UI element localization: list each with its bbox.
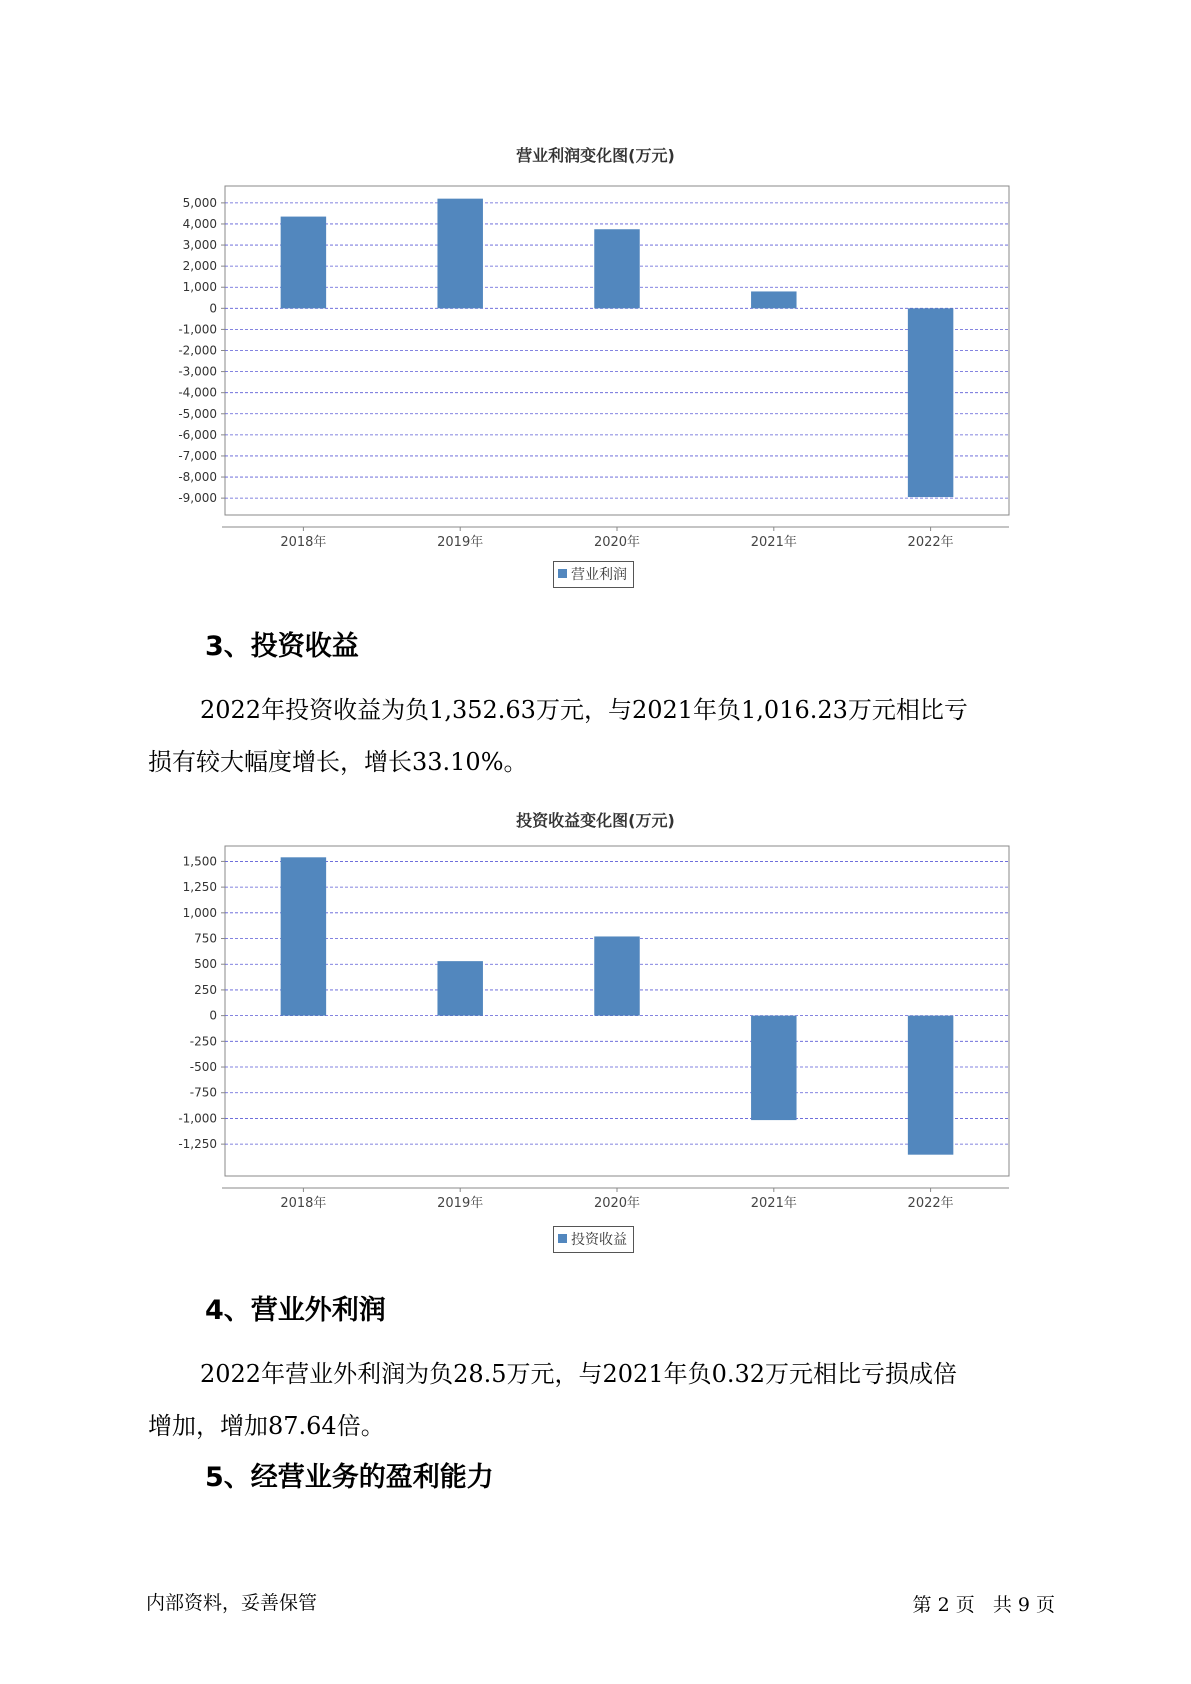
- chart1-title: 营业利润变化图(万元): [516, 146, 675, 165]
- section-3-line2: 损有较大幅度增长，增长33.10%。: [148, 748, 528, 776]
- y-tick-label: -1,000: [178, 322, 217, 337]
- chart2-legend: [553, 1226, 634, 1253]
- bar-2018年: [281, 857, 326, 1015]
- x-tick-label: 2019年: [437, 1196, 484, 1211]
- x-tick-label: 2022年: [907, 1196, 954, 1211]
- x-tick-label: 2020年: [593, 1196, 641, 1211]
- section-5-heading: 5、经营业务的盈利能力: [205, 1462, 494, 1493]
- y-tick-label: 4,000: [182, 216, 217, 231]
- bar-2019年: [437, 961, 482, 1015]
- y-tick-label: 750: [194, 931, 217, 946]
- y-tick-label: -8,000: [178, 470, 217, 485]
- y-tick-label: 0: [209, 301, 217, 316]
- section-3-line1: 2022年投资收益为负1,352.63万元，与2021年负1,016.23万元相比亏: [200, 696, 968, 724]
- y-tick-label: -2,000: [178, 343, 217, 358]
- chart1-legend-label: 营业利润: [571, 567, 627, 583]
- y-tick-label: 1,500: [182, 854, 217, 869]
- legend-swatch: [558, 1234, 567, 1243]
- y-tick-label: -250: [189, 1034, 217, 1049]
- y-tick-label: -7,000: [178, 448, 217, 463]
- y-tick-label: -750: [189, 1085, 217, 1100]
- bar-2021年: [751, 1016, 796, 1120]
- chart2-title: 投资收益变化图(万元): [516, 811, 675, 830]
- section-4-line2: 增加，增加87.64倍。: [148, 1412, 385, 1440]
- x-tick-label: 2021年: [750, 535, 797, 550]
- y-tick-label: -500: [189, 1060, 217, 1075]
- section-3-heading: 3、投资收益: [205, 631, 359, 662]
- y-tick-label: 3,000: [182, 238, 217, 253]
- chart2-legend-label: 投资收益: [571, 1232, 627, 1248]
- bar-2022年: [908, 1016, 953, 1155]
- x-tick-label: 2018年: [280, 535, 327, 550]
- y-tick-label: 250: [194, 982, 217, 997]
- footer-page-number: 第 2 页 共 9 页: [912, 1594, 1055, 1616]
- y-tick-label: -3,000: [178, 364, 217, 379]
- y-tick-label: 1,250: [182, 880, 217, 895]
- section-4-line1: 2022年营业外利润为负28.5万元，与2021年负0.32万元相比亏损成倍: [200, 1360, 958, 1388]
- y-tick-label: 1,000: [182, 280, 217, 295]
- bar-2020年: [594, 936, 639, 1015]
- y-tick-label: 2,000: [182, 259, 217, 274]
- y-tick-label: -5,000: [178, 406, 217, 421]
- y-tick-label: -9,000: [178, 491, 217, 506]
- y-tick-label: 0: [209, 1008, 217, 1023]
- y-tick-label: 5,000: [182, 195, 217, 210]
- x-tick-label: 2022年: [907, 535, 954, 550]
- y-tick-label: -1,250: [178, 1137, 217, 1152]
- x-tick-label: 2021年: [750, 1196, 797, 1211]
- x-tick-label: 2019年: [437, 535, 484, 550]
- y-tick-label: -4,000: [178, 385, 217, 400]
- y-tick-label: -1,000: [178, 1111, 217, 1126]
- section-4-paragraph: [148, 1348, 1048, 1452]
- section-4-heading: 4、营业外利润: [205, 1295, 386, 1326]
- footer-confidential-note: 内部资料，妥善保管: [146, 1592, 318, 1614]
- y-tick-label: 1,000: [182, 905, 217, 920]
- y-tick-label: 500: [194, 957, 217, 972]
- x-tick-label: 2018年: [280, 1196, 327, 1211]
- x-tick-label: 2020年: [593, 535, 641, 550]
- y-tick-label: -6,000: [178, 427, 217, 442]
